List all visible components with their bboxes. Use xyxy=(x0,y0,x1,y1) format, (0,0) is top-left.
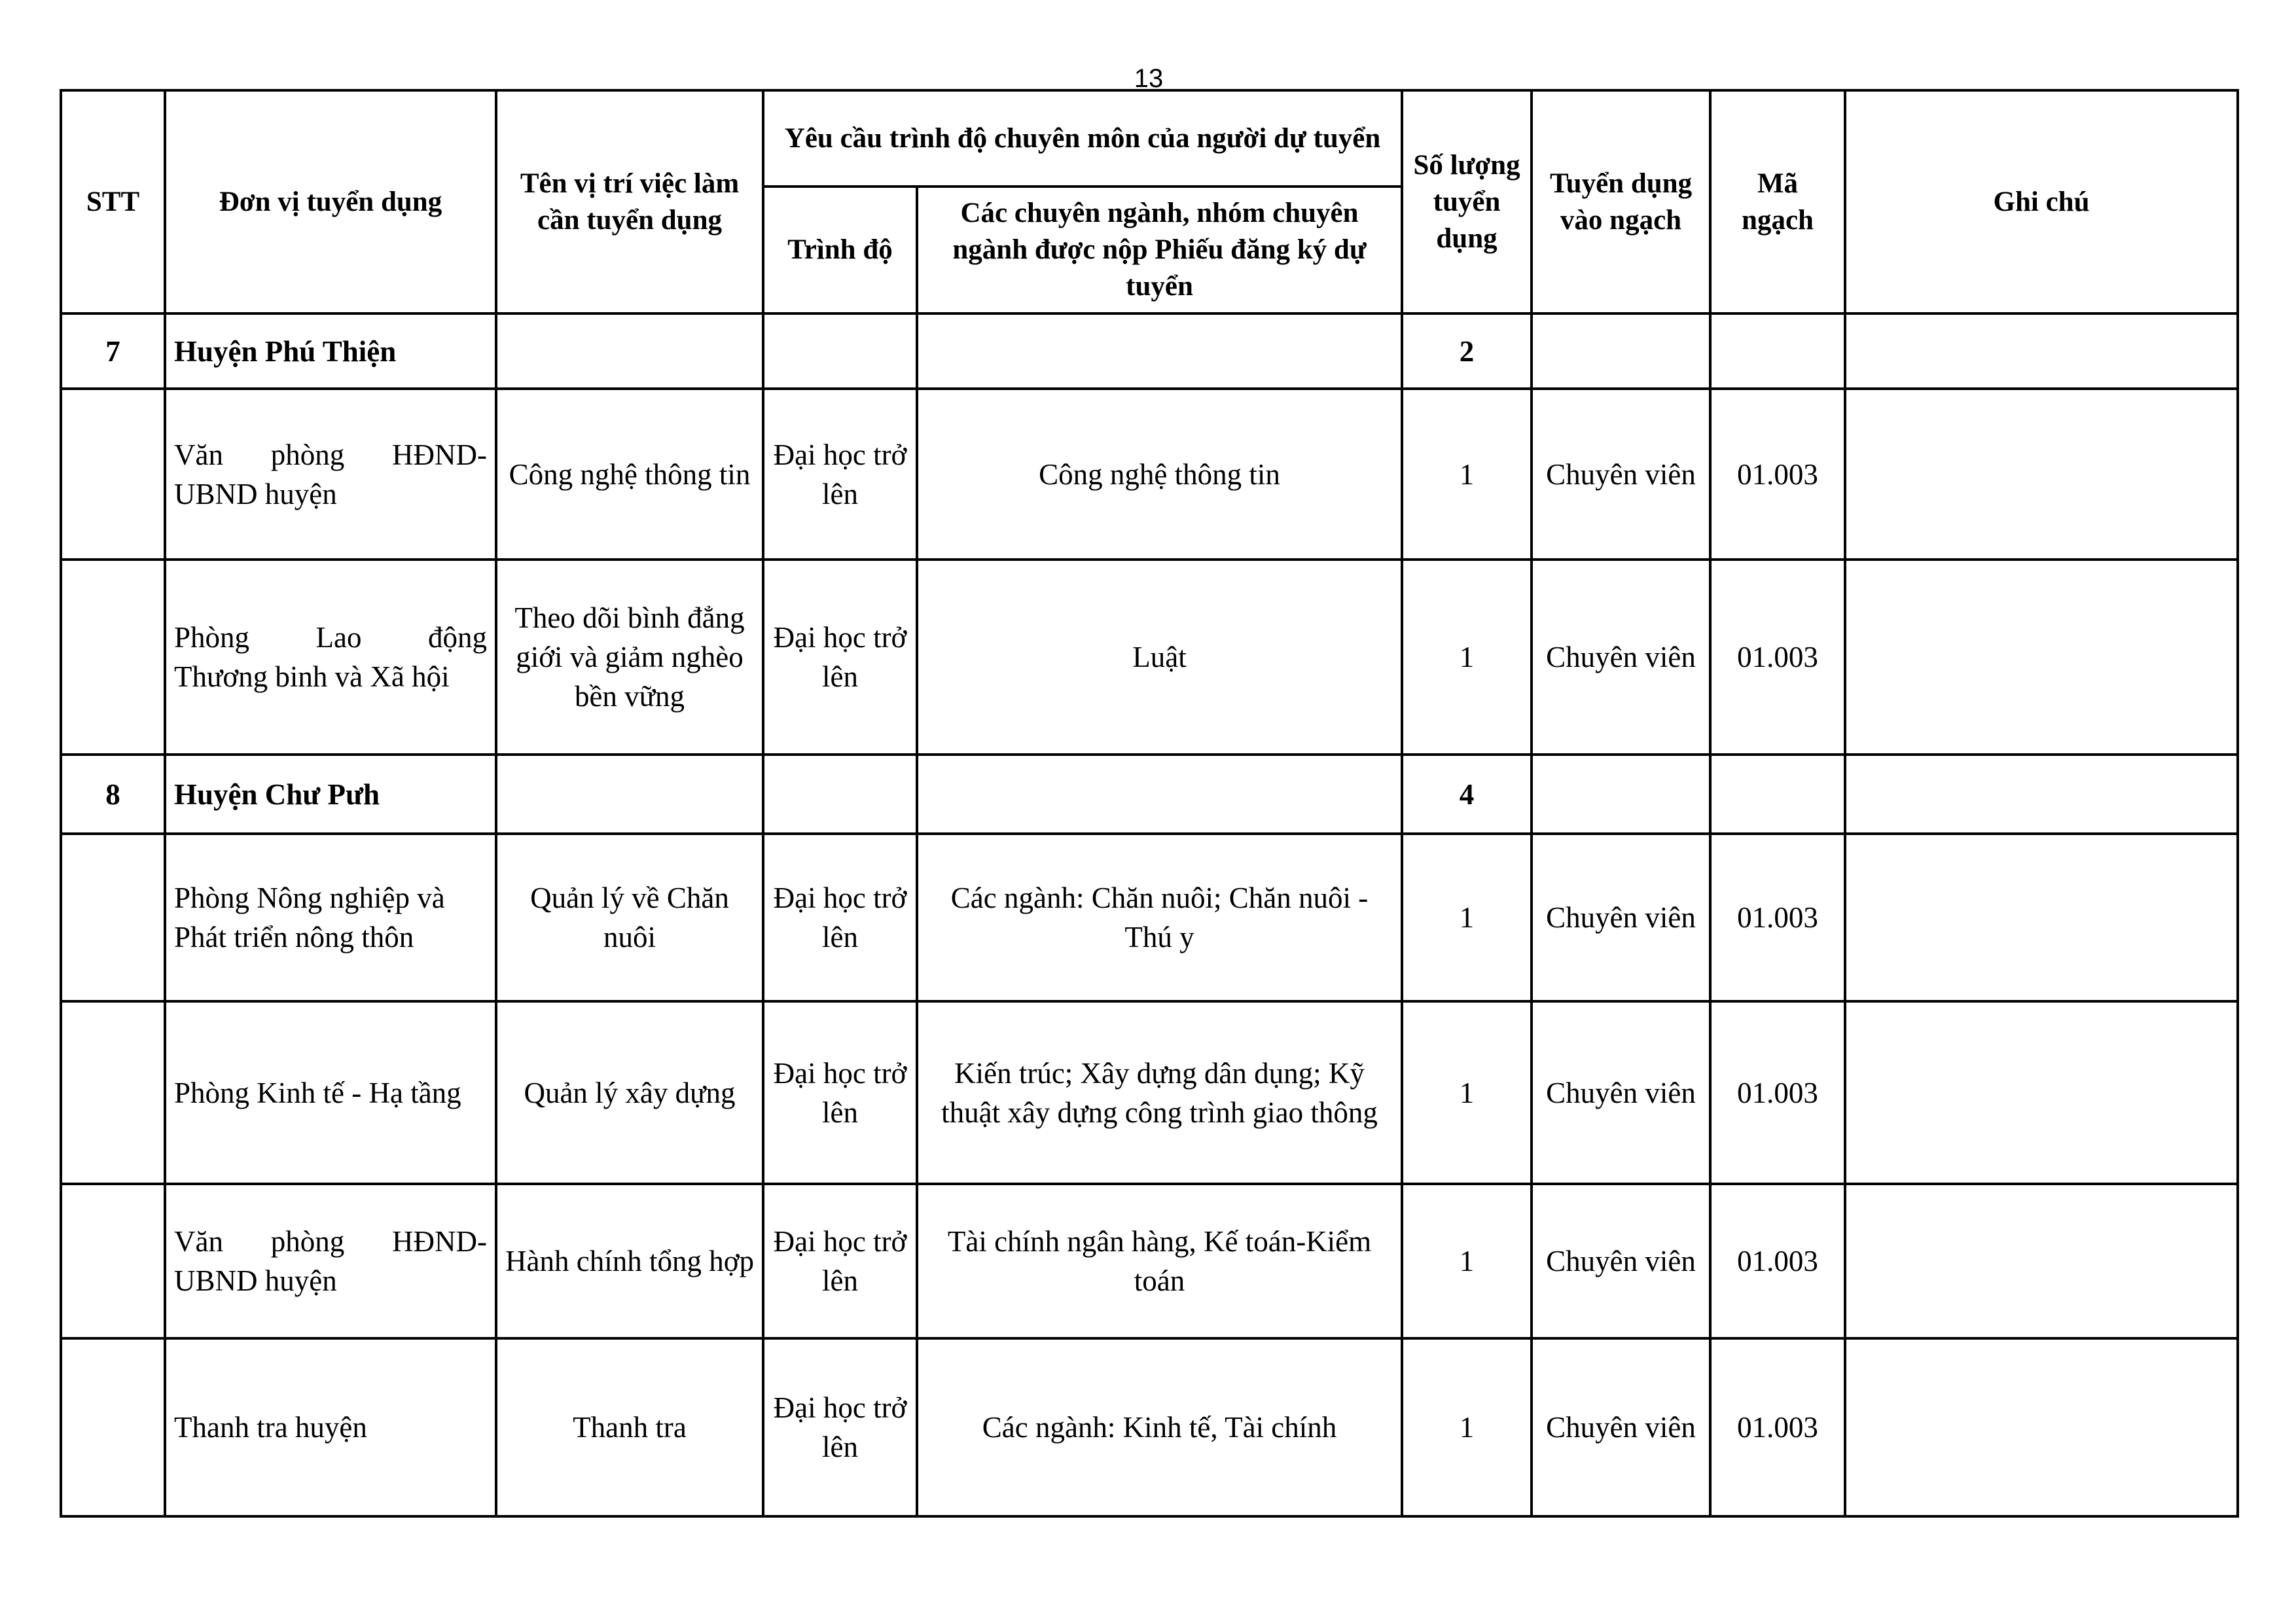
note-cell xyxy=(1845,560,2238,755)
stt-cell xyxy=(61,560,165,755)
group-name: Huyện Phú Thiện xyxy=(165,313,496,389)
majors-cell: Các ngành: Chăn nuôi; Chăn nuôi - Thú y xyxy=(917,834,1402,1001)
rank-code-cell: 01.003 xyxy=(1710,1338,1845,1516)
stt-cell xyxy=(61,389,165,560)
unit-cell: Phòng Nông nghiệp và Phát triển nông thôn xyxy=(165,834,496,1001)
table-row xyxy=(61,389,2238,560)
stt-cell xyxy=(61,1001,165,1184)
unit-line: Thương binh và Xã hội xyxy=(174,660,450,693)
empty-cell xyxy=(1532,313,1710,389)
rank-cell: Chuyên viên xyxy=(1532,1184,1710,1338)
recruitment-table xyxy=(60,89,2239,1518)
table-row xyxy=(61,1001,2238,1184)
quantity-cell: 1 xyxy=(1402,560,1532,755)
table-row xyxy=(61,1184,2238,1338)
header-level: Trình độ xyxy=(763,187,917,313)
empty-cell xyxy=(1710,755,1845,834)
header-rank-code: Mã ngạch xyxy=(1710,90,1845,313)
rank-code-cell: 01.003 xyxy=(1710,1184,1845,1338)
rank-code-cell: 01.003 xyxy=(1710,560,1845,755)
stt-cell xyxy=(61,1338,165,1516)
empty-cell xyxy=(917,755,1402,834)
level-cell: Đại học trở lên xyxy=(763,560,917,755)
position-cell: Quản lý về Chăn nuôi xyxy=(496,834,763,1001)
note-cell xyxy=(1845,389,2238,560)
header-position: Tên vị trí việc làm cần tuyển dụng xyxy=(496,90,763,313)
group-quantity: 2 xyxy=(1402,313,1532,389)
level-cell: Đại học trở lên xyxy=(763,834,917,1001)
majors-cell: Tài chính ngân hàng, Kế toán-Kiểm toán xyxy=(917,1184,1402,1338)
unit-line: UBND huyện xyxy=(174,477,337,510)
header-rank: Tuyển dụng vào ngạch xyxy=(1532,90,1710,313)
majors-cell: Công nghệ thông tin xyxy=(917,389,1402,560)
header-quantity: Số lượng tuyển dụng xyxy=(1402,90,1532,313)
rank-code-cell: 01.003 xyxy=(1710,1001,1845,1184)
unit-cell xyxy=(165,389,496,560)
unit-cell xyxy=(165,560,496,755)
group-stt: 7 xyxy=(61,313,165,389)
stt-cell xyxy=(61,1184,165,1338)
unit-line: Phòng Lao động xyxy=(174,621,487,654)
group-row xyxy=(61,755,2238,834)
rank-code-cell: 01.003 xyxy=(1710,389,1845,560)
note-cell xyxy=(1845,1184,2238,1338)
position-cell: Quản lý xây dựng xyxy=(496,1001,763,1184)
rank-cell: Chuyên viên xyxy=(1532,1338,1710,1516)
group-name: Huyện Chư Pưh xyxy=(165,755,496,834)
empty-cell xyxy=(1845,755,2238,834)
unit-line: Văn phòng HĐND- xyxy=(174,438,487,471)
group-quantity: 4 xyxy=(1402,755,1532,834)
note-cell xyxy=(1845,1338,2238,1516)
level-cell: Đại học trở lên xyxy=(763,389,917,560)
quantity-cell: 1 xyxy=(1402,1184,1532,1338)
position-cell: Thanh tra xyxy=(496,1338,763,1516)
unit-cell xyxy=(165,1184,496,1338)
position-cell: Theo dõi bình đẳng giới và giảm nghèo bền vững xyxy=(496,560,763,755)
rank-cell: Chuyên viên xyxy=(1532,1001,1710,1184)
rank-code-cell: 01.003 xyxy=(1710,834,1845,1001)
unit-line: UBND huyện xyxy=(174,1264,337,1297)
majors-cell: Các ngành: Kinh tế, Tài chính xyxy=(917,1338,1402,1516)
header-majors: Các chuyên ngành, nhóm chuyên ngành được nộp Phiếu đăng ký dự tuyển xyxy=(917,187,1402,313)
empty-cell xyxy=(1532,755,1710,834)
position-cell: Công nghệ thông tin xyxy=(496,389,763,560)
empty-cell xyxy=(1845,313,2238,389)
rank-cell: Chuyên viên xyxy=(1532,560,1710,755)
header-note: Ghi chú xyxy=(1845,90,2238,313)
level-cell: Đại học trở lên xyxy=(763,1184,917,1338)
rank-cell: Chuyên viên xyxy=(1532,389,1710,560)
level-cell: Đại học trở lên xyxy=(763,1338,917,1516)
header-unit: Đơn vị tuyển dụng xyxy=(165,90,496,313)
unit-cell: Phòng Kinh tế - Hạ tầng xyxy=(165,1001,496,1184)
majors-cell: Luật xyxy=(917,560,1402,755)
empty-cell xyxy=(496,313,763,389)
stt-cell xyxy=(61,834,165,1001)
group-stt: 8 xyxy=(61,755,165,834)
table-row xyxy=(61,1338,2238,1516)
table-row xyxy=(61,560,2238,755)
empty-cell xyxy=(1710,313,1845,389)
header-stt: STT xyxy=(61,90,165,313)
quantity-cell: 1 xyxy=(1402,834,1532,1001)
empty-cell xyxy=(763,313,917,389)
level-cell: Đại học trở lên xyxy=(763,1001,917,1184)
table-row xyxy=(61,834,2238,1001)
unit-cell: Thanh tra huyện xyxy=(165,1338,496,1516)
quantity-cell: 1 xyxy=(1402,389,1532,560)
empty-cell xyxy=(917,313,1402,389)
quantity-cell: 1 xyxy=(1402,1338,1532,1516)
note-cell xyxy=(1845,1001,2238,1184)
position-cell: Hành chính tổng hợp xyxy=(496,1184,763,1338)
unit-line: Văn phòng HĐND- xyxy=(174,1225,487,1258)
empty-cell xyxy=(763,755,917,834)
note-cell xyxy=(1845,834,2238,1001)
header-requirement-group: Yêu cầu trình độ chuyên môn của người dự tuyển xyxy=(763,90,1402,187)
quantity-cell: 1 xyxy=(1402,1001,1532,1184)
majors-cell: Kiến trúc; Xây dựng dân dụng; Kỹ thuật xây dựng công trình giao thông xyxy=(917,1001,1402,1184)
rank-cell: Chuyên viên xyxy=(1532,834,1710,1001)
page-number: 13 xyxy=(1134,64,1164,93)
empty-cell xyxy=(496,755,763,834)
header-row-1 xyxy=(61,90,2238,187)
group-row xyxy=(61,313,2238,389)
